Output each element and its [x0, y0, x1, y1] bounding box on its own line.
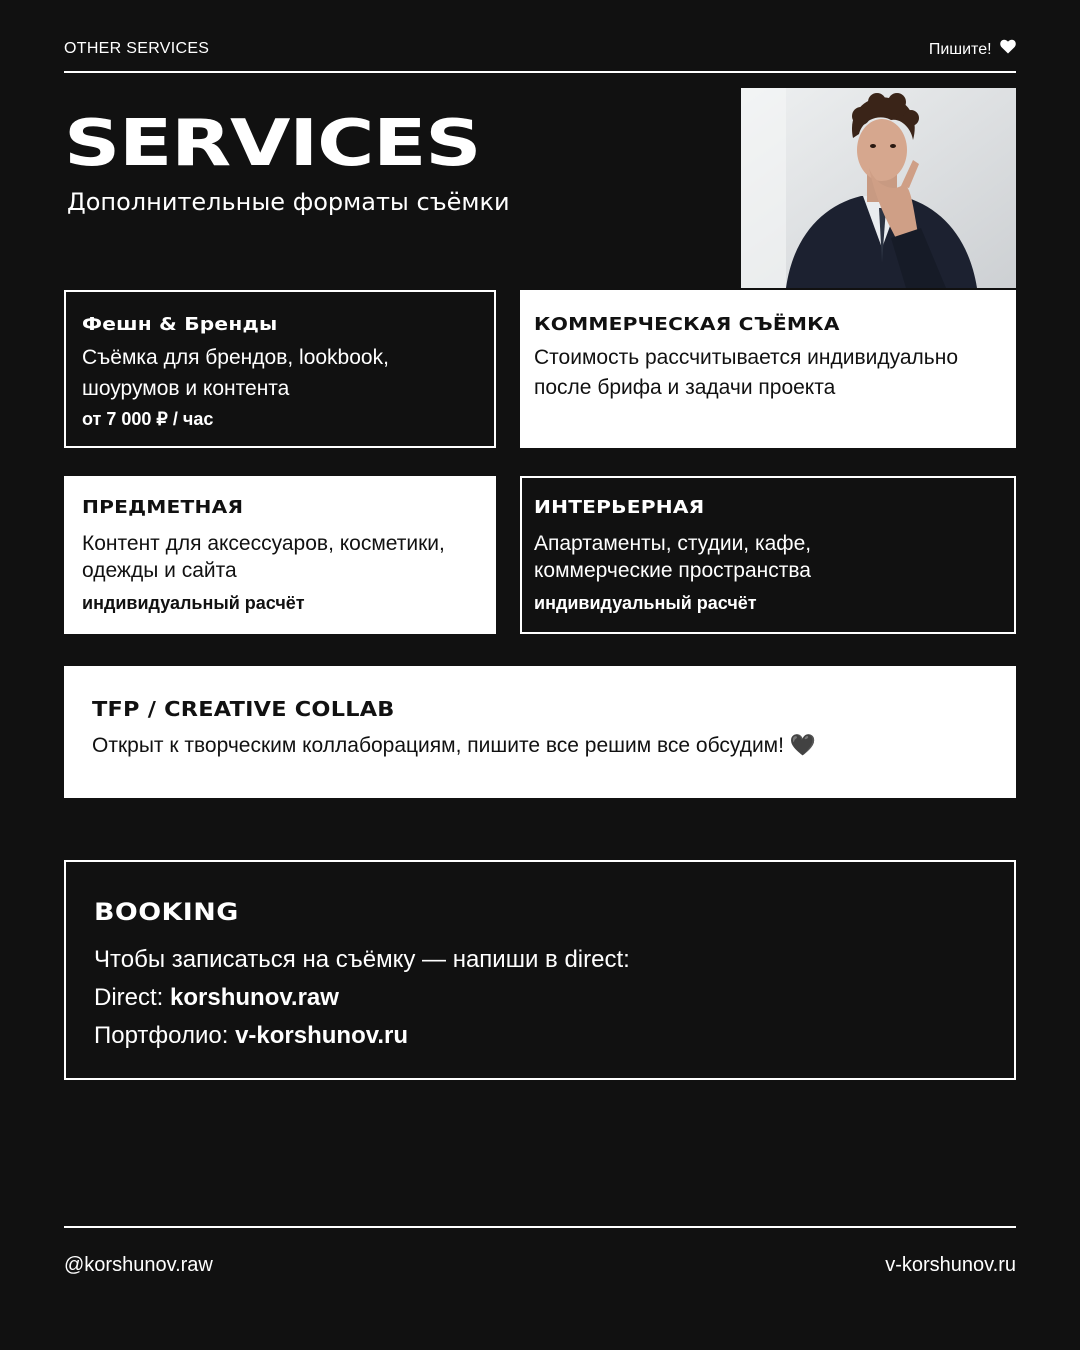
- booking-direct-row: [94, 984, 339, 1012]
- service-card-interior[interactable]: [520, 476, 1016, 634]
- card-desc-line: Контент для аксессуаров, косметики,: [82, 532, 445, 555]
- card-desc-line: Стоимость рассчитывается индивидуально: [534, 346, 959, 369]
- card-price: от 7 000 ₽ / час: [82, 409, 214, 429]
- card-desc-line: после брифа и задачи проекта: [534, 376, 836, 399]
- direct-link[interactable]: korshunov.raw: [170, 984, 339, 1011]
- card-desc-line: одежды и сайта: [82, 559, 237, 582]
- card-desc-line: Съёмка для брендов, lookbook,: [82, 346, 389, 369]
- card-desc-line: Открыт к творческим коллаборациям, пишите все решим все обсудим! 🖤: [92, 734, 816, 757]
- page-title: SERVICES: [64, 107, 481, 181]
- footer-handle[interactable]: @korshunov.raw: [64, 1254, 213, 1276]
- footer-site-link[interactable]: v-korshunov.ru: [885, 1254, 1016, 1276]
- header-divider: [64, 71, 1016, 73]
- card-desc-line: Апартаменты, студии, кафе,: [534, 532, 812, 555]
- card-price: индивидуальный расчёт: [534, 593, 757, 613]
- write-cta-label: Пишите!: [928, 41, 992, 58]
- service-card-fashion[interactable]: [64, 290, 496, 448]
- write-cta[interactable]: [929, 39, 1016, 59]
- direct-label: Direct:: [94, 984, 164, 1011]
- card-title: ПРЕДМЕТНАЯ: [82, 497, 244, 518]
- card-title: КОММЕРЧЕСКАЯ СЪЁМКА: [534, 314, 840, 335]
- booking-title: BOOKING: [94, 898, 239, 926]
- card-price: индивидуальный расчёт: [82, 593, 305, 613]
- service-card-commercial[interactable]: [520, 290, 1016, 448]
- booking-portfolio-row: [94, 1022, 408, 1050]
- page-subtitle: Дополнительные форматы съёмки: [67, 188, 510, 216]
- portfolio-link[interactable]: v-korshunov.ru: [235, 1022, 408, 1049]
- portrait-photo: [741, 88, 1016, 288]
- heart-white-icon: [1000, 39, 1016, 59]
- card-title: ИНТЕРЬЕРНАЯ: [534, 497, 705, 518]
- card-desc-line: коммерческие пространства: [534, 559, 811, 582]
- section-label: OTHER SERVICES: [64, 40, 210, 57]
- card-desc-line: шоурумов и контента: [82, 377, 290, 400]
- booking-intro: Чтобы записаться на съёмку — напиши в direct:: [94, 946, 630, 973]
- portfolio-label: Портфолио:: [94, 1022, 229, 1049]
- footer-divider: [64, 1226, 1016, 1228]
- service-card-product[interactable]: [64, 476, 496, 634]
- service-card-tfp[interactable]: [64, 666, 1016, 798]
- card-title: Фешн & Бренды: [82, 314, 278, 335]
- card-title: TFP / CREATIVE COLLAB: [92, 697, 395, 721]
- booking-panel: [64, 860, 1016, 1080]
